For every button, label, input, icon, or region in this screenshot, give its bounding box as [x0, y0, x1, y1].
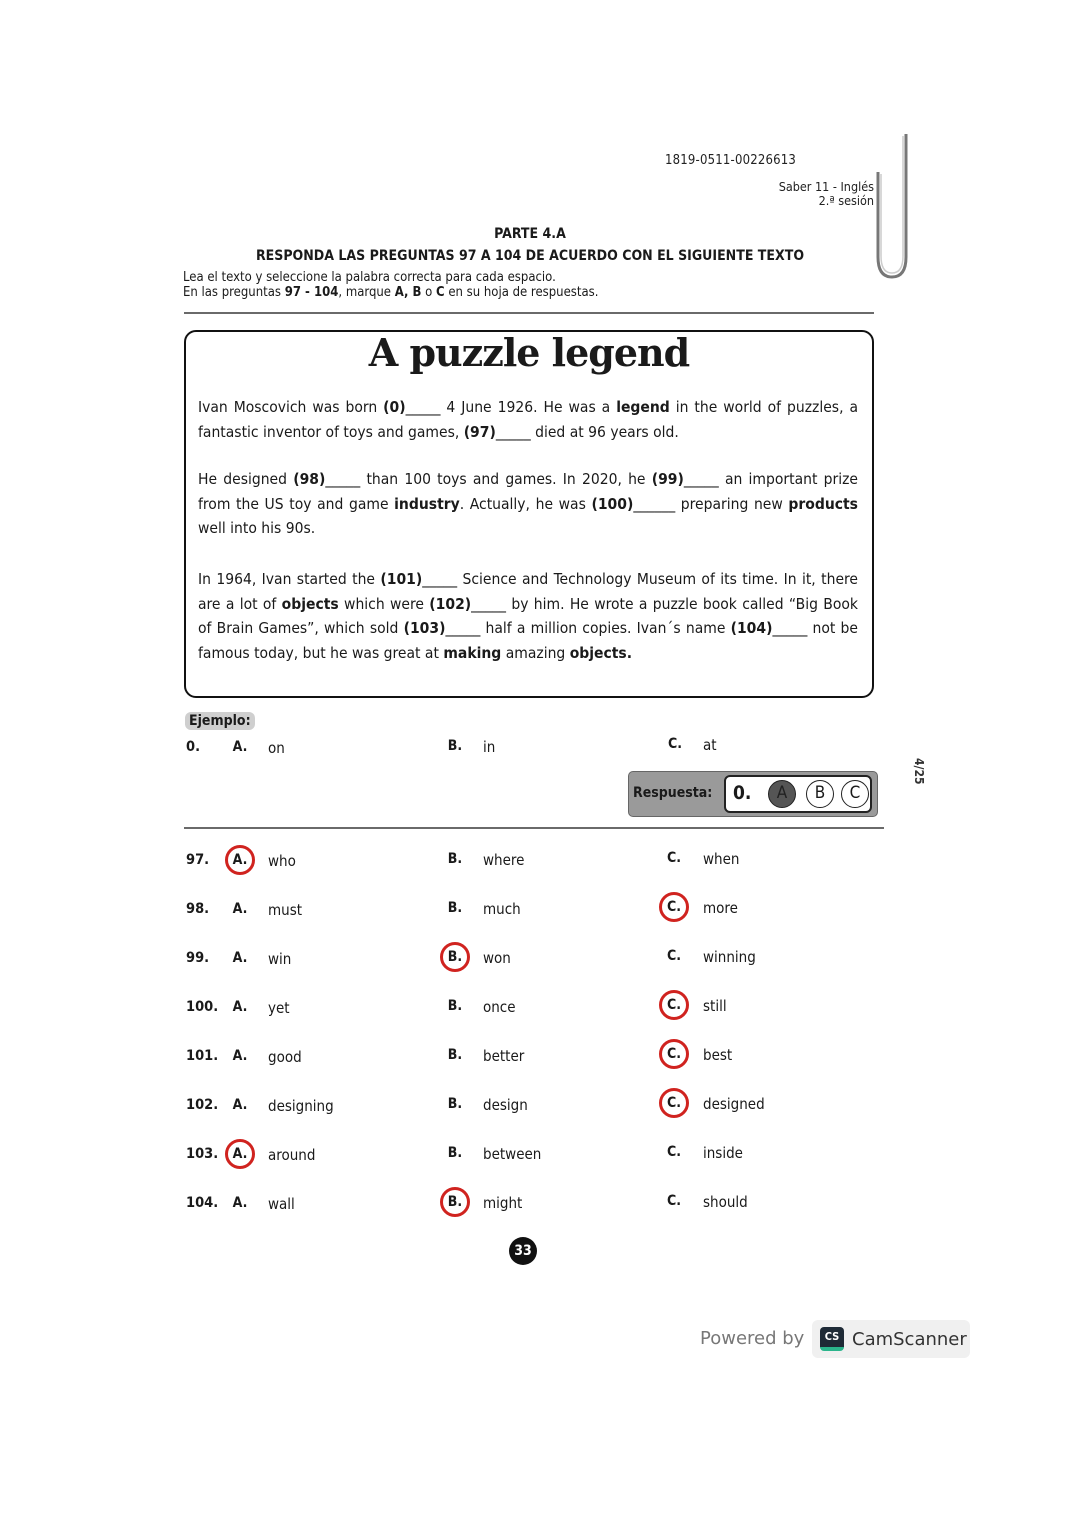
option-a-letter[interactable]: A. — [232, 999, 248, 1015]
reading-text: well into his 90s. — [198, 519, 316, 537]
question-number: 100. — [186, 999, 219, 1015]
reading-paragraph-2 — [198, 467, 858, 541]
option-b-text[interactable]: design — [483, 1096, 528, 1114]
reading-bold-text: (103) — [403, 619, 446, 637]
option-a-text[interactable]: yet — [268, 999, 290, 1017]
reading-bold-text: (98) — [293, 470, 326, 488]
option-a-text[interactable]: around — [268, 1146, 316, 1164]
option-a-letter-selected[interactable]: A. — [225, 1139, 255, 1169]
option-b-text[interactable]: won — [483, 949, 511, 967]
subject-line-1: Saber 11 - Inglés — [778, 179, 874, 194]
option-c-letter-selected[interactable]: C. — [659, 1039, 689, 1069]
reading-text: _____ died at 96 years old. — [495, 422, 679, 441]
option-b-letter-selected[interactable]: B. — [440, 942, 470, 972]
answer-bubble-a: A — [768, 780, 796, 808]
option-a-text[interactable]: good — [268, 1048, 302, 1066]
question-number: 101. — [186, 1048, 219, 1064]
reading-text: He designed — [198, 470, 294, 488]
option-b-text[interactable]: might — [483, 1194, 523, 1212]
powered-by-text: Powered by — [700, 1328, 805, 1349]
option-c-letter[interactable]: C. — [666, 948, 682, 964]
example-option-c-letter: C. — [667, 736, 683, 752]
option-c-text[interactable]: designed — [703, 1095, 765, 1113]
example-option-a-letter: A. — [232, 739, 248, 755]
reading-text: _____ 4 June 1926. He was a — [405, 398, 617, 416]
answer-number: 0. — [733, 782, 752, 804]
reading-text: _____ by him. He wrote a puzzle book called “Big Book of Brain Games”, which sold — [198, 594, 859, 637]
question-number: 104. — [186, 1195, 219, 1211]
part-heading: PARTE 4.A — [494, 226, 566, 242]
question-number: 97. — [186, 852, 210, 868]
option-b-letter[interactable]: B. — [447, 1047, 463, 1063]
reading-text: _____ than 100 toys and games. In 2020, he — [325, 470, 652, 488]
option-b-letter-selected[interactable]: B. — [440, 1187, 470, 1217]
option-b-text[interactable]: where — [483, 851, 525, 869]
option-c-text[interactable]: best — [703, 1046, 733, 1064]
instr-text: , marque — [338, 285, 395, 300]
question-number: 99. — [186, 950, 210, 966]
reading-bold-text: objects — [281, 594, 339, 613]
camscanner-logo-icon: CS — [820, 1327, 844, 1351]
option-b-text[interactable]: much — [483, 900, 521, 918]
option-c-letter[interactable]: C. — [666, 1193, 682, 1209]
answer-bubble-b: B — [806, 780, 834, 808]
reading-title: A puzzle legend — [368, 330, 690, 375]
option-b-letter[interactable]: B. — [447, 998, 463, 1014]
divider — [184, 312, 874, 314]
document-code: 1819-0511-00226613 — [665, 153, 797, 168]
instr-text: o — [421, 285, 437, 300]
example-label: Ejemplo: — [185, 712, 255, 730]
answer-label: Respuesta: — [633, 785, 713, 801]
instr-option-c: C — [436, 285, 445, 300]
option-a-text[interactable]: designing — [268, 1097, 334, 1115]
divider — [184, 827, 884, 829]
option-a-text[interactable]: must — [268, 901, 303, 919]
option-b-letter[interactable]: B. — [447, 900, 463, 916]
option-a-letter[interactable]: A. — [232, 950, 248, 966]
option-c-text[interactable]: winning — [703, 948, 756, 966]
option-c-letter[interactable]: C. — [666, 850, 682, 866]
example-option-b-text: in — [483, 738, 496, 756]
option-c-letter-selected[interactable]: C. — [659, 1088, 689, 1118]
example-number: 0. — [186, 739, 201, 755]
question-number: 102. — [186, 1097, 219, 1113]
question-number: 103. — [186, 1146, 219, 1162]
option-a-letter[interactable]: A. — [232, 1048, 248, 1064]
option-b-text[interactable]: better — [483, 1047, 525, 1065]
option-a-letter[interactable]: A. — [232, 901, 248, 917]
option-c-text[interactable]: when — [703, 850, 740, 868]
reading-text: ______ preparing new — [633, 494, 789, 513]
option-a-text[interactable]: wall — [268, 1195, 295, 1213]
reading-text: . Actually, he was — [459, 494, 592, 513]
option-a-letter[interactable]: A. — [232, 1195, 248, 1211]
side-page-counter: 4/25 — [912, 758, 926, 785]
reading-bold-text: (97) — [463, 422, 496, 441]
instruction-line-1: Lea el texto y seleccione la palabra correcta para cada espacio. — [183, 270, 556, 285]
option-b-letter[interactable]: B. — [447, 851, 463, 867]
reading-text: _____ half a million copies. Ivan´s name — [445, 619, 731, 637]
option-a-letter[interactable]: A. — [232, 1097, 248, 1113]
instr-text: en su hoja de respuestas. — [444, 285, 599, 300]
reading-text: _____ Science and Technology Museum of its time. In it, there are a lot of — [198, 570, 858, 613]
reading-bold-text: (102) — [429, 594, 472, 613]
reading-text: in the world of puzzles, a fantastic inventor of toys and games, — [198, 398, 859, 441]
answer-bubble-c: C — [841, 780, 869, 808]
option-c-text[interactable]: should — [703, 1193, 748, 1211]
option-c-text[interactable]: inside — [703, 1144, 743, 1162]
reading-bold-text: legend — [616, 398, 670, 416]
example-option-c-text: at — [703, 736, 717, 754]
instruction-title: RESPONDA LAS PREGUNTAS 97 A 104 DE ACUERDO CON EL SIGUIENTE TEXTO — [255, 248, 805, 264]
option-a-text[interactable]: who — [268, 852, 296, 870]
subject-label — [779, 180, 874, 208]
question-number: 98. — [186, 901, 210, 917]
camscanner-name: CamScanner — [852, 1329, 967, 1350]
reading-text: _____ an important prize from the US toy and game — [198, 470, 858, 513]
instr-text: En las preguntas — [183, 285, 285, 300]
option-b-letter[interactable]: B. — [447, 1096, 463, 1112]
option-c-text[interactable]: still — [703, 997, 727, 1015]
reading-text: which were — [338, 594, 430, 613]
reading-bold-text: products — [788, 494, 858, 513]
reading-bold-text: industry — [394, 494, 460, 513]
example-option-b-letter: B. — [447, 738, 463, 754]
option-a-text[interactable]: win — [268, 950, 292, 968]
example-option-a-text: on — [268, 739, 285, 757]
reading-bold-text: (99) — [651, 470, 684, 488]
instr-range: 97 - 104 — [284, 285, 339, 300]
reading-text: _____ not be famous today, but he was great at — [198, 619, 858, 662]
reading-text: amazing — [501, 643, 570, 662]
reading-text: In 1964, Ivan started the — [198, 570, 381, 588]
reading-bold-text: objects. — [569, 643, 633, 662]
reading-bold-text: (104) — [730, 619, 773, 637]
reading-bold-text: (0) — [383, 398, 406, 416]
option-b-text[interactable]: once — [483, 998, 516, 1016]
subject-line-2: 2.ª sesión — [818, 193, 874, 208]
instruction-line-2 — [183, 285, 598, 300]
page-number: 33 — [509, 1237, 537, 1265]
reading-bold-text: making — [443, 643, 502, 662]
instr-options: A, B — [394, 285, 422, 300]
option-c-letter[interactable]: C. — [666, 1144, 682, 1160]
reading-text: Ivan Moscovich was born — [198, 398, 384, 416]
reading-paragraph-3 — [198, 567, 858, 665]
instructions — [183, 270, 598, 300]
reading-bold-text: (100) — [591, 494, 634, 513]
option-c-text[interactable]: more — [703, 899, 738, 917]
option-b-text[interactable]: between — [483, 1145, 542, 1163]
option-c-letter-selected[interactable]: C. — [659, 892, 689, 922]
option-c-letter-selected[interactable]: C. — [659, 990, 689, 1020]
option-a-letter-selected[interactable]: A. — [225, 845, 255, 875]
reading-bold-text: (101) — [380, 570, 423, 588]
option-b-letter[interactable]: B. — [447, 1145, 463, 1161]
reading-paragraph-1 — [198, 395, 858, 444]
